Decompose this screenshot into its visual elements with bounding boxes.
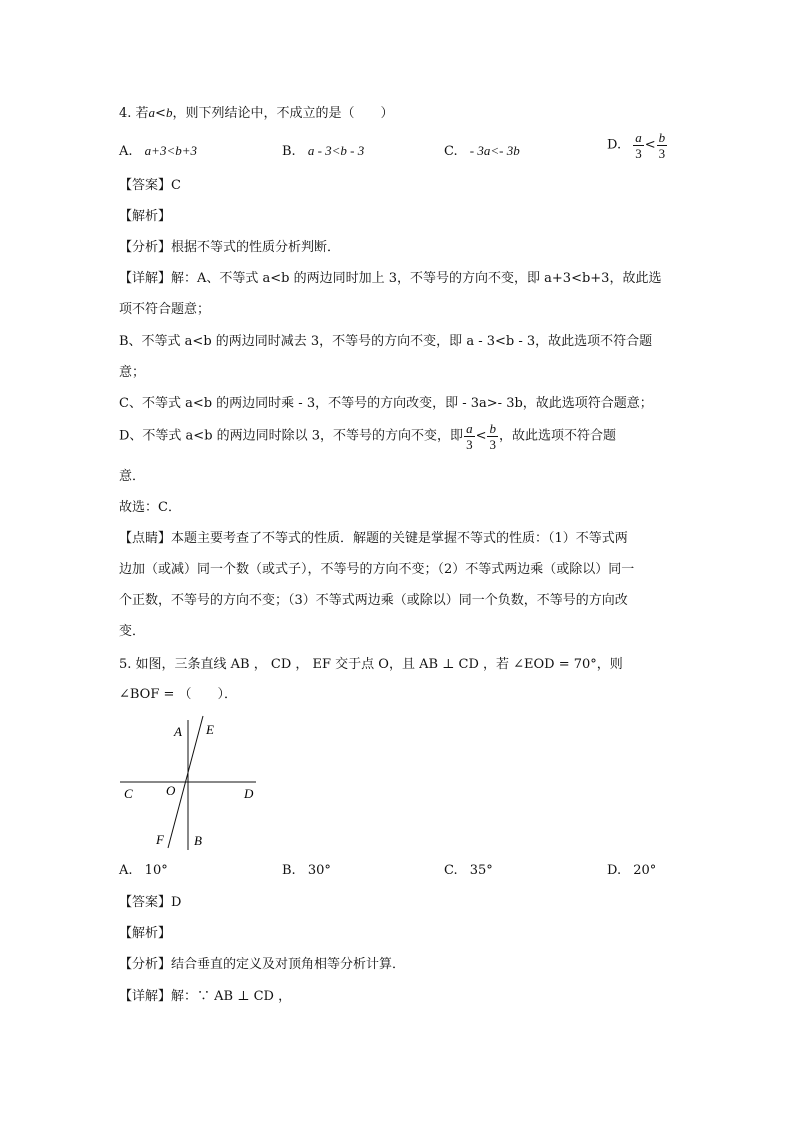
- q5-stem-1: 5. 如图，三条直线 AB ， CD ， EF 交于点 O，且 AB ⊥ CD ，若 ∠EOD = 70°，则: [119, 657, 623, 672]
- q5-option-a: [119, 862, 168, 880]
- q5-fenxi: 【分析】结合垂直的定义及对顶角相等分析计算．: [119, 957, 406, 972]
- q5-option-c: [444, 862, 493, 880]
- label-d: D: [244, 786, 254, 801]
- q4-detail-6-lt: <: [475, 428, 487, 444]
- q4-detail-7: 意．: [119, 469, 146, 484]
- q4-dianjing-2: 边加（或减）同一个数（或式子），不等号的方向不变；（2）不等式两边乘（或除以）同一: [119, 562, 635, 577]
- q4-dianjing-4: 变．: [119, 624, 146, 639]
- frac-numerator: b: [489, 421, 496, 436]
- q4-option-a-text: a+3<b+3: [144, 143, 197, 158]
- q4-detail-3: B、不等式 a<b 的两边同时减去 3，不等号的方向不变，即 a - 3<b - 3，故此选项不符合题: [119, 334, 653, 349]
- label-e: E: [206, 722, 214, 737]
- frac-denominator: 3: [658, 146, 666, 161]
- q5-option-b-label: B.: [282, 863, 296, 878]
- q4-detail-5: C、不等式 a<b 的两边同时乘 - 3，不等号的方向改变，即 - 3a>- 3b，故此选项符合题意；: [119, 396, 653, 411]
- q4-dianjing-1: 【点睛】本题主要考查了不等式的性质．解题的关键是掌握不等式的性质：（1）不等式两: [119, 531, 628, 546]
- q4-option-c: [444, 142, 520, 161]
- frac-denominator: 3: [635, 146, 642, 161]
- q4-detail-4: 意；: [119, 365, 146, 380]
- q4-detail-1: 【详解】解：A、不等式 a<b 的两边同时加上 3，不等号的方向不变，即 a+3<b+3，故此选: [119, 271, 662, 286]
- q4-detail-6-frac2: [487, 421, 498, 452]
- q4-fenxi: 【分析】根据不等式的性质分析判断．: [119, 240, 341, 255]
- q4-option-a: [119, 142, 197, 161]
- q5-option-a-text: 10°: [144, 863, 168, 878]
- q4-option-b-text: a - 3<b - 3: [307, 143, 365, 158]
- q4-number: 4. 若: [119, 106, 149, 121]
- q5-option-d-label: D.: [607, 863, 622, 878]
- q4-lt: <: [155, 106, 166, 121]
- q4-option-b-label: B.: [282, 144, 296, 159]
- q4-analysis-title: 【解析】: [119, 209, 172, 224]
- frac-numerator: b: [658, 130, 666, 145]
- label-o: O: [166, 783, 176, 798]
- frac-numerator: a: [635, 130, 642, 145]
- frac-numerator: a: [466, 421, 473, 436]
- q4-option-d-lt: <: [644, 137, 656, 153]
- q4-stem-rest: ，则下列结论中，不成立的是（ ）: [172, 106, 394, 121]
- q4-stem: [119, 104, 393, 123]
- q5-option-c-label: C.: [444, 863, 458, 878]
- q5-stem-2: ∠BOF = （ ）．: [119, 687, 238, 702]
- q5-option-c-text: 35°: [469, 863, 493, 878]
- q4-option-a-label: A.: [119, 144, 133, 159]
- q4-var-b: b: [165, 105, 173, 120]
- q4-detail-6-frac1: [464, 421, 475, 452]
- q5-option-a-label: A.: [119, 863, 133, 878]
- q4-answer: 【答案】C: [119, 178, 181, 193]
- q4-choose: 故选：C．: [119, 500, 181, 515]
- q4-option-c-label: C.: [444, 144, 458, 159]
- q4-detail-2: 项不符合题意；: [119, 302, 211, 317]
- q4-option-d-label: D.: [607, 137, 622, 153]
- q4-detail-6-pre: D、不等式 a<b 的两边同时除以 3，不等号的方向不变，即: [119, 428, 464, 444]
- q4-var-a: a: [148, 105, 156, 120]
- q5-option-b-text: 30°: [307, 863, 331, 878]
- frac-denominator: 3: [466, 437, 473, 452]
- q5-option-d-text: 20°: [633, 863, 657, 878]
- q5-detail: 【详解】解：∵ AB ⊥ CD ，: [119, 989, 292, 1004]
- q5-figure-lines: [118, 714, 268, 854]
- label-c: C: [124, 786, 133, 801]
- label-f: F: [156, 832, 164, 847]
- q4-option-d: [607, 130, 668, 161]
- q5-option-b: [282, 862, 331, 880]
- q5-analysis-title: 【解析】: [119, 926, 172, 941]
- label-b: B: [194, 833, 202, 848]
- q4-option-b: [282, 142, 364, 161]
- label-a: A: [174, 724, 182, 739]
- q4-detail-6-post: ，故此选项不符合题: [498, 428, 616, 444]
- q4-option-d-frac1: [633, 130, 644, 161]
- q4-dianjing-3: 个正数，不等号的方向不变；（3）不等式两边乘（或除以）同一个负数，不等号的方向改: [119, 593, 628, 608]
- q4-option-d-frac2: [657, 130, 668, 161]
- frac-denominator: 3: [489, 437, 496, 452]
- q5-option-d: [607, 862, 656, 880]
- q4-detail-6: [119, 421, 616, 452]
- q5-answer: 【答案】D: [119, 895, 182, 910]
- q4-option-c-text: - 3a<- 3b: [469, 143, 520, 158]
